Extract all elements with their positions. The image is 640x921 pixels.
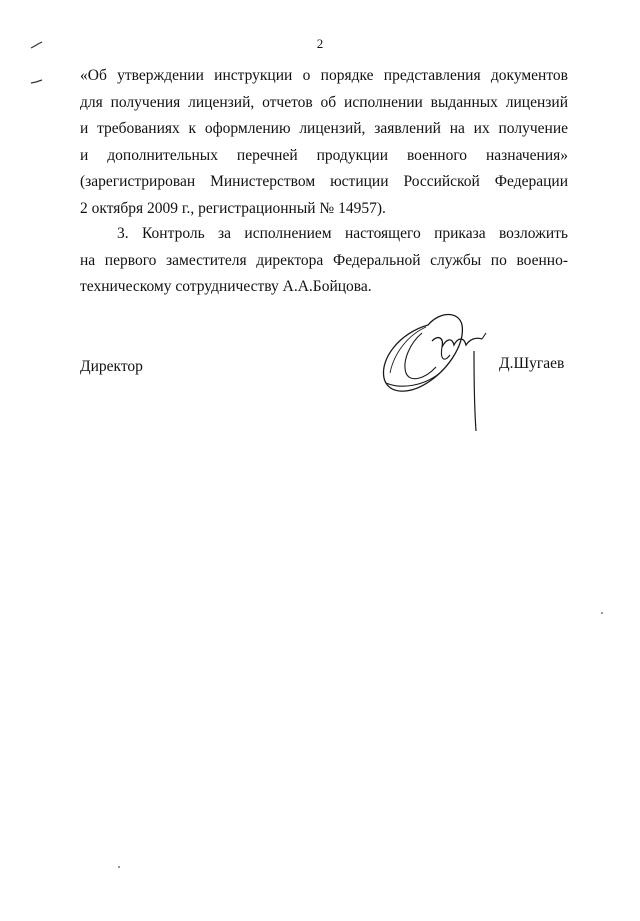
signatory-name: Д.Шугаев (499, 355, 565, 372)
scan-speck (118, 866, 120, 868)
handwritten-signature (370, 303, 510, 433)
text-line: «Об утверждении инструкции о порядке представления документов (80, 67, 568, 84)
text-line: на первого заместителя директора Федеральной службы по военно- (80, 251, 568, 269)
signatory-title: Директор (80, 358, 143, 375)
paragraph-regulation-reference (80, 63, 568, 222)
page-number: 2 (316, 36, 324, 51)
paragraph-control-clause (80, 221, 568, 301)
text-line: для получения лицензий, отчетов об исполнении выданных лицензий (80, 93, 568, 111)
text-line: и требованиях к оформлению лицензий, заявлений на их получение (80, 120, 568, 137)
text-line: техническому сотрудничеству А.А.Бойцова. (80, 278, 372, 295)
text-line: и дополнительных перечней продукции военного назначения» (80, 146, 568, 164)
text-line: (зарегистрирован Министерством юстиции Российской Федерации (80, 173, 568, 190)
scan-mark (30, 76, 44, 86)
text-line: 3. Контроль за исполнением настоящего приказа возложить (117, 225, 568, 242)
scan-speck (601, 612, 603, 614)
text-line: 2 октября 2009 г., регистрационный № 14957). (80, 199, 386, 217)
